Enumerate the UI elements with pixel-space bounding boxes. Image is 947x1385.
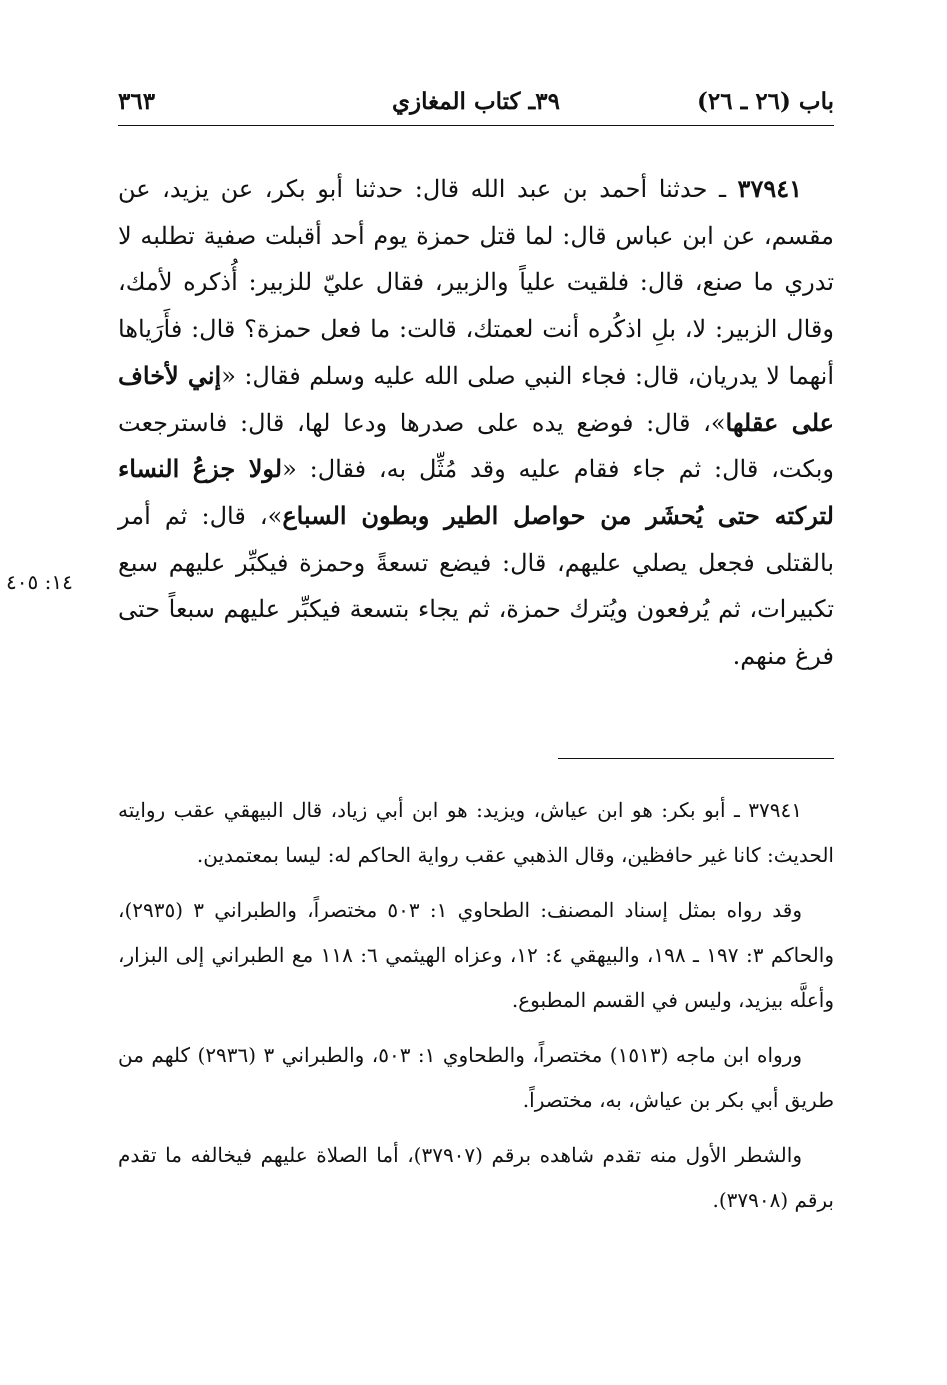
page-number: ٣٦٣ — [118, 88, 156, 115]
hadith-text-part3: »، قال: ثم أمر بالقتلى فجعل يصلي عليهم، قال: فيضع تسعةً وحمزة فيكبِّر عليهم سبع تكبيرات، ثم يُرفعون ويُترك حمزة، ثم يجاء بتسعة فيكبِّر عليهم سبعاً حتى فرغ منهم. — [118, 501, 834, 671]
header-rule — [118, 125, 834, 126]
footnote-paragraph: ٣٧٩٤١ ـ أبو بكر: هو ابن عياش، ويزيد: هو ابن أبي زياد، قال البيهقي عقب روايته الحديث: كانا غير حافظين، وقال الذهبي عقب رواية الحاكم له: ليسا بمعتمدين. — [118, 798, 834, 867]
hadith-quote-2: لولا جزعُ النساء لتركته حتى يُحشَر من حواصل الطير وبطون السباع — [118, 454, 834, 530]
footnote-paragraph: وقد رواه بمثل إسناد المصنف: الطحاوي ١: ٥٠٣ مختصراً، والطبراني ٣ (٢٩٣٥)، والحاكم ٣: ١٩٧ ـ ١٩٨، والبيهقي ٤: ١٢، وعزاه الهيثمي ٦: ١١٨ مع الطبراني إلى البزار، وأعلَّه بيزيد، وليس في القسم المطبوع. — [118, 898, 834, 1012]
book-title: ٣٩ـ كتاب المغازي — [392, 88, 560, 115]
hadith-paragraph — [118, 166, 834, 680]
footnote-paragraph: والشطر الأول منه تقدم شاهده برقم (٣٧٩٠٧)، أما الصلاة عليهم فيخالفه ما تقدم برقم (٣٧٩٠٨). — [118, 1143, 834, 1212]
hadith-number: ٣٧٩٤١ — [737, 174, 802, 203]
footnotes — [118, 788, 834, 1233]
footnote-separator — [558, 758, 834, 759]
hadith-text-part1: ـ حدثنا أحمد بن عبد الله قال: حدثنا أبو بكر، عن يزيد، عن مقسم، عن ابن عباس قال: لما قتل حمزة يوم أحد أقبلت صفية تطلبه لا تدري ما صنع، قال: فلقيت علياً والزبير، فقال عليّ للزبير: أُذكره لأمك، وقال الزبير: لا، بلِ اذكُره أنت لعمتك، قالت: ما فعل حمزة؟ قال: فأَرَياها أنهما لا يدريان، قال: فجاء النبي صلى الله عليه وسلم فقال: « — [118, 175, 834, 390]
hadith-text — [118, 166, 834, 680]
chapter-range: باب (٢٦ ـ ٢٦) — [696, 88, 834, 115]
running-header — [118, 88, 834, 124]
hadith-quote-1: إني لأخاف على عقلها — [118, 360, 835, 437]
footnote-paragraph: ورواه ابن ماجه (١٥١٣) مختصراً، والطحاوي ١: ٥٠٣، والطبراني ٣ (٢٩٣٦) كلهم من طريق أبي بكر بن عياش، به، مختصراً. — [118, 1043, 834, 1112]
hadith-text-part2: »، قال: فوضع يده على صدرها ودعا لها، قال: فاسترجعت وبكت، قال: ثم جاء فقام عليه وقد مُثِّل به، فقال: « — [118, 408, 834, 484]
margin-reference: ١٤: ٤٠٥ — [6, 570, 73, 594]
